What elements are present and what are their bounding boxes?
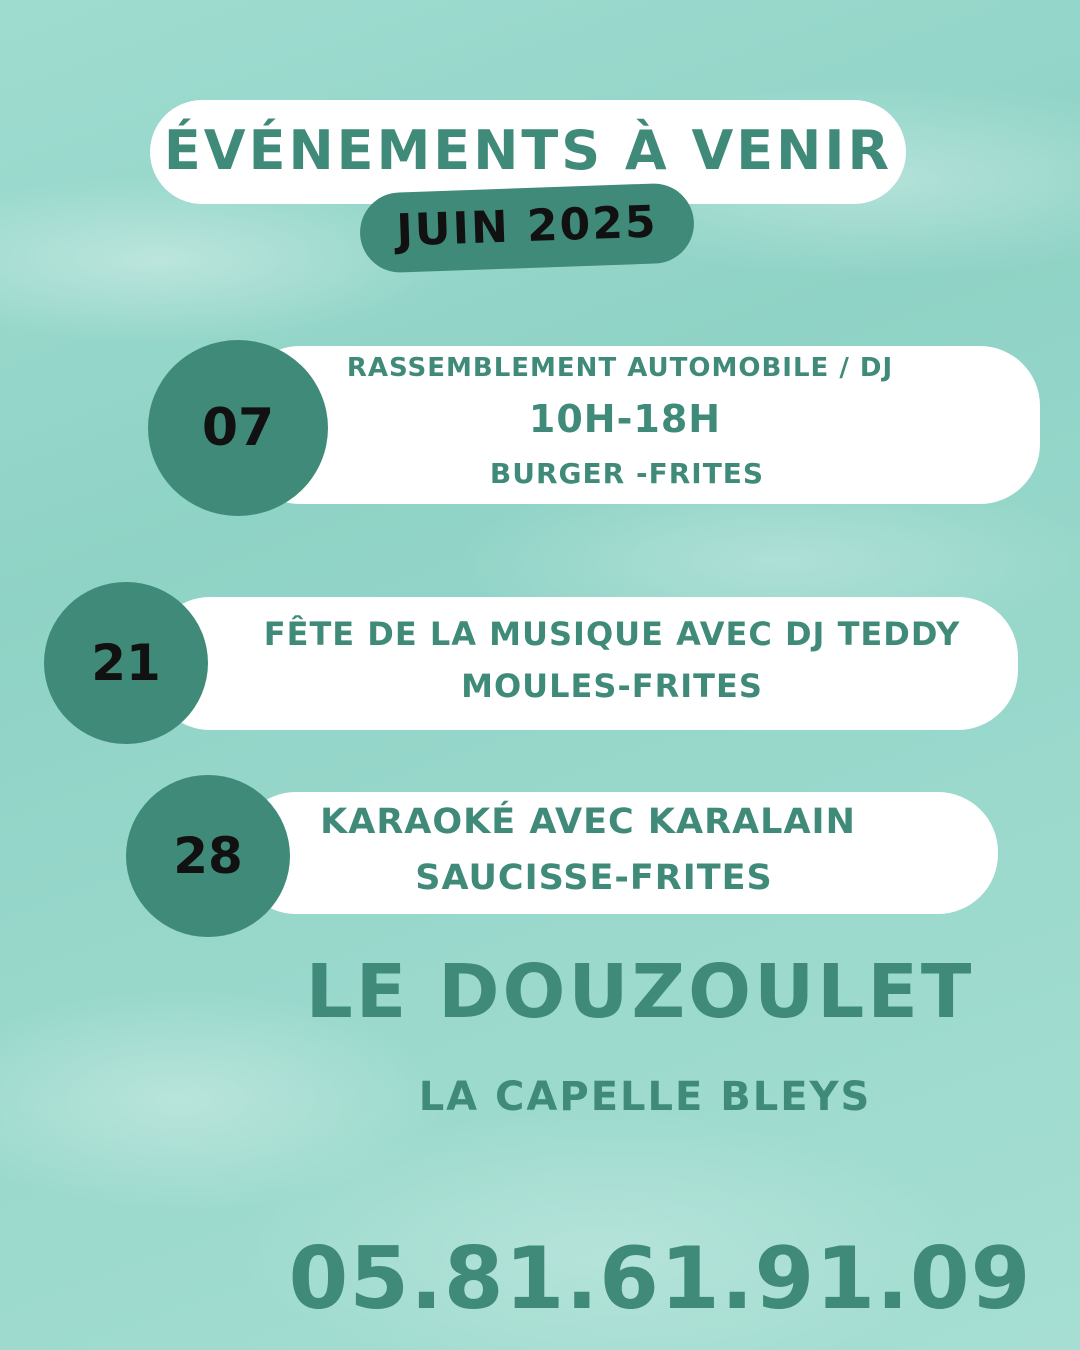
phone-number: 05.81.61.91.09 (288, 1229, 1032, 1329)
event-day: 21 (91, 634, 161, 692)
event-menu: MOULES-FRITES (461, 667, 763, 705)
event-title: FÊTE DE LA MUSIQUE AVEC DJ TEDDY (263, 615, 961, 653)
event-menu: SAUCISSE-FRITES (415, 858, 773, 898)
event-title: RASSEMBLEMENT AUTOMOBILE / DJ (346, 353, 894, 383)
month-label: JUIN 2025 (395, 196, 659, 257)
event-day: 07 (201, 398, 275, 458)
event-day-badge (44, 582, 208, 744)
event-title: KARAOKÉ AVEC KARALAIN (320, 802, 856, 842)
venue-location: LA CAPELLE BLEYS (418, 1074, 872, 1120)
event-time: 10H-18H (528, 397, 722, 441)
event-day: 28 (173, 827, 243, 885)
event-menu: BURGER -FRITES (489, 457, 765, 490)
page-title: ÉVÉNEMENTS À VENIR (163, 119, 893, 182)
venue-name: LE DOUZOULET (305, 949, 975, 1035)
event-day-badge (126, 775, 290, 937)
